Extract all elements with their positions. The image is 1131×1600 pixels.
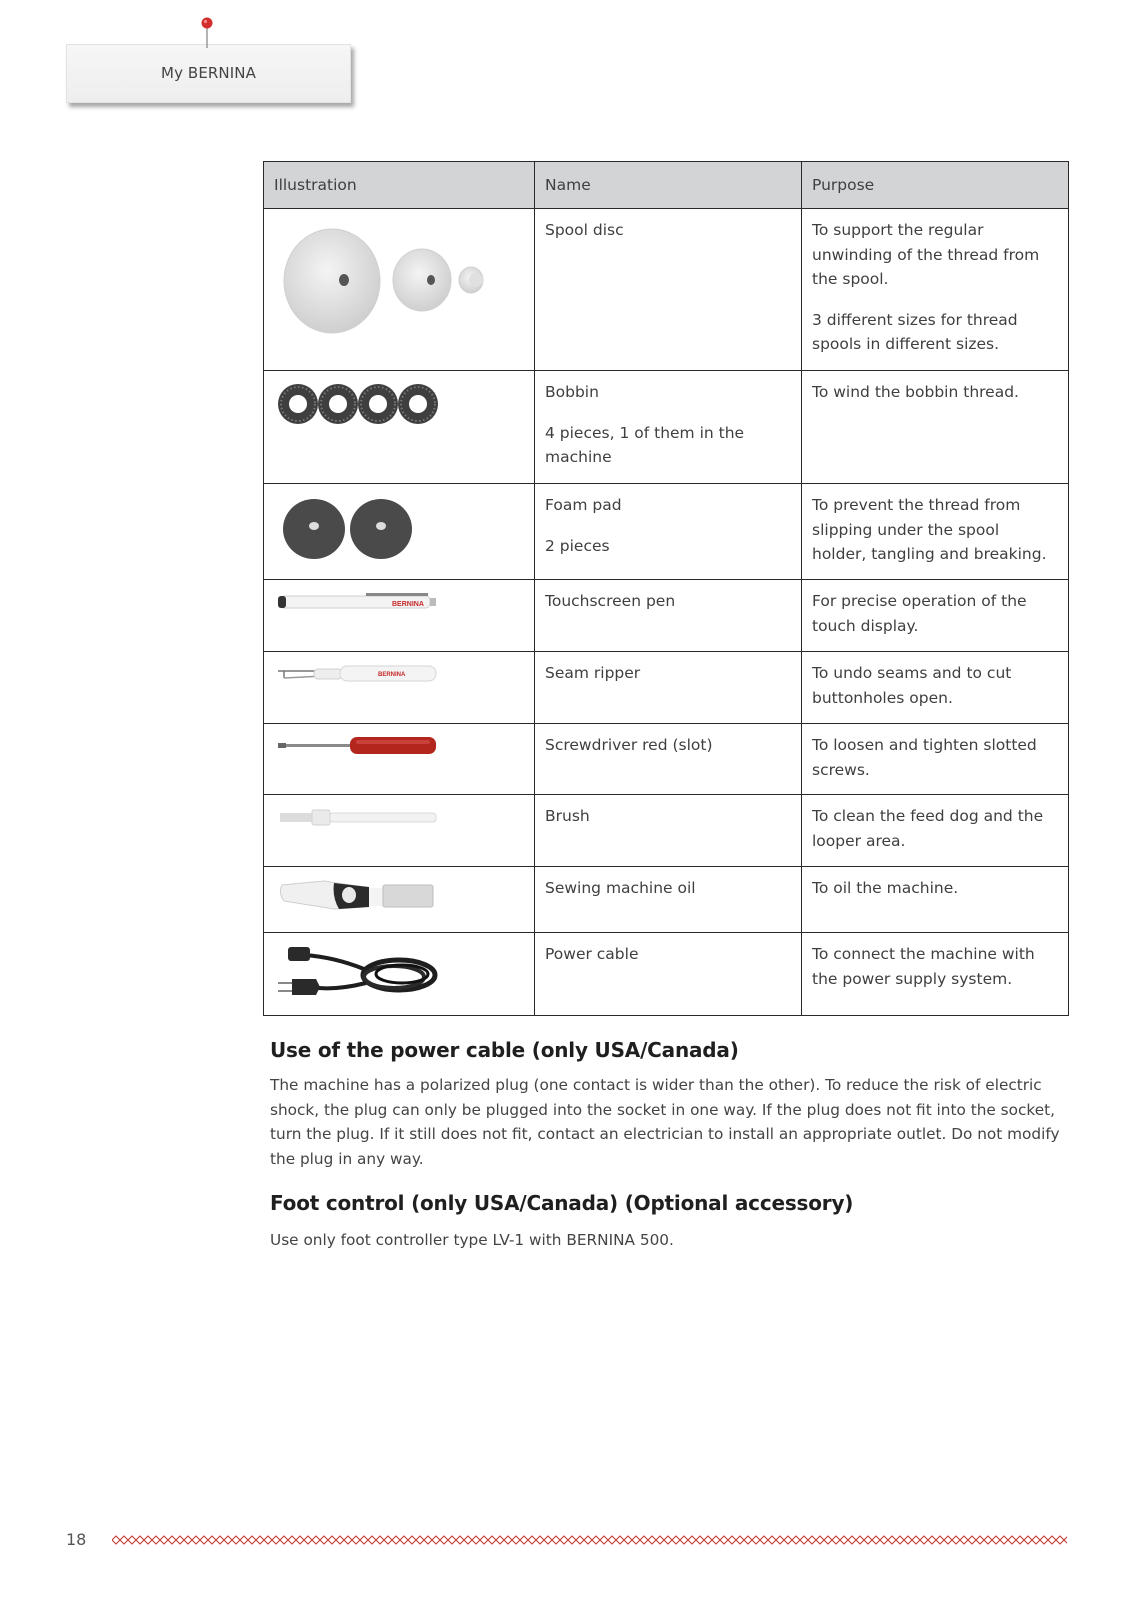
item-name: Spool disc: [545, 221, 624, 239]
section-heading-foot-control: Foot control (only USA/Canada) (Optional accessory): [270, 1191, 854, 1215]
purpose-cell: [802, 867, 1069, 933]
name-cell: [535, 484, 802, 580]
foam-pad-illustration-icon: [274, 492, 424, 564]
purpose-cell: [802, 484, 1069, 580]
item-quantity: 4 pieces, 1 of them in the machine: [545, 423, 745, 466]
section-tab: [66, 44, 351, 103]
purpose-cell: [802, 933, 1069, 1016]
table-header-row: [264, 162, 1069, 209]
purpose-cell: [802, 724, 1069, 795]
name-cell: [535, 724, 802, 795]
table-row: [264, 580, 1069, 652]
table-row: [264, 209, 1069, 371]
name-cell: [535, 795, 802, 867]
touchscreen-pen-illustration-icon: [274, 588, 444, 618]
page-number: 18: [66, 1530, 87, 1549]
item-quantity: 2 pieces: [545, 536, 610, 555]
section-heading-power-cable: Use of the power cable (only USA/Canada): [270, 1038, 739, 1062]
oil-bottle-illustration-icon: [274, 875, 444, 915]
item-name: Screwdriver red (slot): [545, 736, 713, 754]
table-row: [264, 933, 1069, 1016]
purpose-cell: [802, 209, 1069, 371]
illustration-cell: [264, 209, 535, 371]
screwdriver-illustration-icon: [274, 732, 444, 762]
table-row: [264, 867, 1069, 933]
table-row: [264, 371, 1069, 484]
column-header-purpose: Purpose: [802, 162, 1069, 209]
illustration-cell: [264, 580, 535, 652]
item-purpose-note: 3 different sizes for thread spools in different sizes.: [812, 310, 1018, 353]
illustration-cell: [264, 867, 535, 933]
item-name: Brush: [545, 807, 590, 825]
purpose-cell: [802, 371, 1069, 484]
illustration-cell: [264, 724, 535, 795]
name-cell: [535, 933, 802, 1016]
illustration-cell: [264, 933, 535, 1016]
seam-ripper-illustration-icon: [274, 660, 444, 690]
illustration-cell: [264, 795, 535, 867]
power-cable-illustration-icon: [274, 941, 444, 1005]
svg-text:BERNINA: BERNINA: [378, 672, 406, 678]
table-row: [264, 484, 1069, 580]
item-purpose: For precise operation of the touch display.: [812, 592, 1027, 635]
item-purpose: To clean the feed dog and the looper area.: [812, 807, 1044, 850]
brush-illustration-icon: [274, 803, 444, 833]
item-name: Sewing machine oil: [545, 879, 696, 897]
item-purpose: To oil the machine.: [812, 879, 959, 897]
item-name: Bobbin: [545, 383, 599, 401]
column-header-name: Name: [535, 162, 802, 209]
illustration-cell: [264, 371, 535, 484]
pushpin-icon: [200, 16, 214, 48]
item-name: Touchscreen pen: [545, 592, 676, 610]
item-purpose: To undo seams and to cut buttonholes open.: [812, 664, 1012, 707]
item-purpose: To support the regular unwinding of the thread from the spool.: [812, 221, 1040, 288]
item-purpose: To connect the machine with the power supply system.: [812, 945, 1035, 988]
spool-disc-illustration-icon: [274, 217, 504, 347]
section-body-power-cable: The machine has a polarized plug (one contact is wider than the other). To reduce the risk of electric shock, the plug can only be plugged into the socket in one way. If the plug does not fit into the socket, turn the plug. If it still does not fit, contact an electrician to install an appropriate outlet. Do not modify the plug in any way.: [270, 1076, 1060, 1169]
name-cell: [535, 209, 802, 371]
table-row: [264, 795, 1069, 867]
item-purpose: To wind the bobbin thread.: [812, 383, 1019, 401]
accessories-table: [263, 161, 1069, 1016]
item-name: Seam ripper: [545, 664, 641, 682]
table-row: [264, 652, 1069, 724]
purpose-cell: [802, 652, 1069, 724]
name-cell: [535, 371, 802, 484]
section-body-foot-control: Use only foot controller type LV-1 with BERNINA 500.: [270, 1231, 674, 1249]
item-name: Foam pad: [545, 496, 622, 514]
purpose-cell: [802, 795, 1069, 867]
item-purpose: To loosen and tighten slotted screws.: [812, 736, 1037, 779]
purpose-cell: [802, 580, 1069, 652]
name-cell: [535, 580, 802, 652]
name-cell: [535, 652, 802, 724]
column-header-illustration: Illustration: [264, 162, 535, 209]
section-tab-label: My BERNINA: [161, 64, 256, 82]
item-purpose: To prevent the thread from slipping under the spool holder, tangling and breaking.: [812, 496, 1047, 563]
bobbin-illustration-icon: [274, 379, 454, 429]
decorative-stitch-line: [112, 1535, 1067, 1545]
illustration-cell: [264, 484, 535, 580]
item-name: Power cable: [545, 945, 639, 963]
illustration-cell: [264, 652, 535, 724]
svg-text:BERNINA: BERNINA: [392, 601, 424, 608]
name-cell: [535, 867, 802, 933]
table-row: [264, 724, 1069, 795]
